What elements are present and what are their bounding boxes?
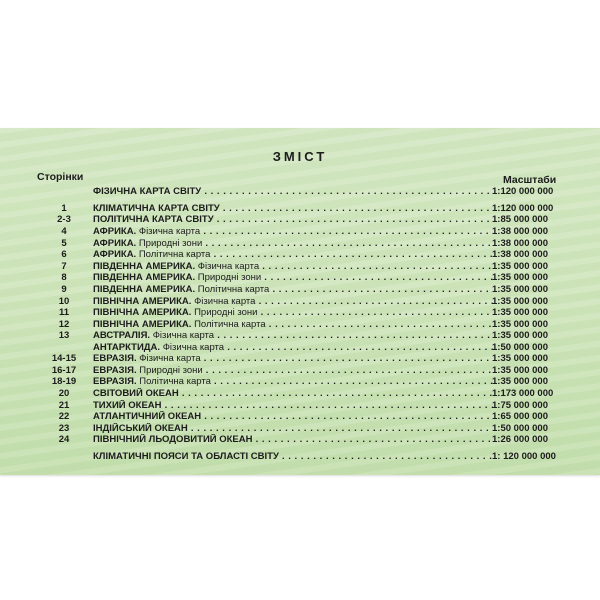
page-number: 2-3 bbox=[57, 214, 71, 225]
map-scale: 1:35 000 000 bbox=[492, 319, 548, 330]
page-number: 23 bbox=[58, 423, 70, 434]
map-subtitle: Політична карта bbox=[139, 376, 211, 387]
map-subtitle: Фізична карта bbox=[138, 226, 201, 237]
page-number: 1 bbox=[61, 203, 67, 214]
map-region: АТЛАНТИЧНИЙ ОКЕАН bbox=[93, 411, 202, 422]
map-region: ПІВДЕННА АМЕРИКА. bbox=[93, 284, 196, 295]
page-number: 8 bbox=[61, 272, 67, 283]
map-title bbox=[93, 186, 493, 197]
map-scale: 1:35 000 000 bbox=[492, 330, 548, 341]
map-title bbox=[93, 319, 493, 330]
page-number: 21 bbox=[58, 400, 70, 411]
map-title bbox=[93, 434, 493, 445]
map-region: АНТАРКТИДА. bbox=[93, 342, 161, 353]
map-scale: 1:50 000 000 bbox=[492, 423, 548, 434]
page-number: 16-17 bbox=[51, 365, 77, 376]
list-item bbox=[0, 388, 600, 399]
map-subtitle: Природні зони bbox=[138, 238, 203, 249]
map-scale: 1:38 000 000 bbox=[492, 249, 548, 260]
map-scale: 1:35 000 000 bbox=[492, 376, 548, 387]
map-subtitle: Політична карта bbox=[197, 284, 270, 295]
map-region: ІНДІЙСЬКИЙ ОКЕАН bbox=[93, 423, 188, 434]
map-region: ПІВНІЧНА АМЕРИКА. bbox=[93, 319, 192, 330]
map-title bbox=[93, 307, 493, 318]
map-subtitle: Фізична карта bbox=[152, 330, 215, 341]
list-item bbox=[0, 400, 600, 411]
contents-page bbox=[0, 128, 600, 475]
page-number: 20 bbox=[58, 388, 70, 399]
map-scale: 1:35 000 000 bbox=[492, 296, 548, 307]
map-region: ПОЛІТИЧНА КАРТА СВІТУ bbox=[93, 214, 214, 225]
map-region: АФРИКА. bbox=[93, 238, 137, 249]
map-region: КЛІМАТИЧНІ ПОЯСИ ТА ОБЛАСТІ СВІТУ bbox=[93, 451, 279, 462]
map-subtitle: Природні зони bbox=[139, 365, 203, 376]
map-region: ПІВДЕННА АМЕРИКА. bbox=[93, 261, 196, 272]
pages-column-header: Сторінки bbox=[37, 171, 84, 183]
page-number: 7 bbox=[61, 261, 67, 272]
list-item bbox=[0, 214, 600, 225]
map-region: АФРИКА. bbox=[93, 249, 137, 260]
map-region: ЕВРАЗІЯ. bbox=[93, 365, 137, 376]
list-item bbox=[0, 186, 600, 197]
map-region: ПІВДЕННА АМЕРИКА. bbox=[93, 272, 196, 283]
map-title bbox=[93, 342, 493, 353]
map-scale: 1: 120 000 000 bbox=[492, 451, 556, 462]
map-title bbox=[93, 296, 493, 307]
map-region: ЕВРАЗІЯ. bbox=[93, 376, 137, 387]
page-number: 4 bbox=[61, 226, 67, 237]
map-title bbox=[93, 376, 493, 387]
map-scale: 1:75 000 000 bbox=[492, 400, 548, 411]
list-item bbox=[0, 411, 600, 422]
map-scale: 1:38 000 000 bbox=[492, 226, 548, 237]
map-title bbox=[93, 226, 493, 237]
list-item bbox=[0, 203, 600, 214]
map-scale: 1:35 000 000 bbox=[492, 284, 548, 295]
map-scale: 1:120 000 000 bbox=[492, 186, 554, 197]
map-subtitle: Політична карта bbox=[194, 319, 266, 330]
map-scale: 1:35 000 000 bbox=[492, 307, 548, 318]
map-subtitle: Фізична карта bbox=[162, 342, 225, 353]
map-scale: 1:35 000 000 bbox=[492, 261, 548, 272]
list-item bbox=[0, 296, 600, 307]
list-item bbox=[0, 249, 600, 260]
page-number: 24 bbox=[58, 434, 70, 445]
map-region: АВСТРАЛІЯ. bbox=[93, 330, 151, 341]
list-item bbox=[0, 423, 600, 434]
list-item bbox=[0, 434, 600, 445]
map-title bbox=[93, 203, 493, 214]
list-item bbox=[0, 451, 600, 462]
map-region: АФРИКА. bbox=[93, 226, 137, 237]
map-region: ПІВНІЧНА АМЕРИКА. bbox=[93, 296, 192, 307]
page-number: 12 bbox=[58, 319, 70, 330]
list-item bbox=[0, 330, 600, 341]
map-region: ЕВРАЗІЯ. bbox=[93, 353, 137, 364]
list-item bbox=[0, 353, 600, 364]
page-number: 18-19 bbox=[51, 376, 77, 387]
map-title bbox=[93, 249, 493, 260]
map-scale: 1:26 000 000 bbox=[492, 434, 548, 445]
page-number: 10 bbox=[58, 296, 70, 307]
list-item bbox=[0, 226, 600, 237]
map-title bbox=[93, 353, 493, 364]
map-title bbox=[93, 261, 493, 272]
map-region: ФІЗИЧНА КАРТА СВІТУ bbox=[93, 186, 202, 197]
map-subtitle: Політична карта bbox=[138, 249, 211, 260]
scales-column-header: Масштаби bbox=[503, 174, 557, 186]
map-title bbox=[93, 400, 493, 411]
map-scale: 1:35 000 000 bbox=[492, 365, 548, 376]
map-subtitle: Фізична карта bbox=[197, 261, 260, 272]
page-number: 22 bbox=[58, 411, 70, 422]
map-region: ПІВНІЧНИЙ ЛЬОДОВИТИЙ ОКЕАН bbox=[93, 434, 253, 445]
list-item bbox=[0, 284, 600, 295]
list-item bbox=[0, 272, 600, 283]
map-region: ПІВНІЧНА АМЕРИКА. bbox=[93, 307, 192, 318]
page-number: 14-15 bbox=[51, 353, 77, 364]
page-number: 11 bbox=[58, 307, 70, 318]
page-number: 6 bbox=[61, 249, 67, 260]
map-title bbox=[93, 238, 493, 249]
map-title bbox=[93, 365, 493, 376]
map-scale: 1:85 000 000 bbox=[492, 214, 548, 225]
map-region: СВІТОВИЙ ОКЕАН bbox=[93, 388, 179, 399]
map-title bbox=[93, 330, 493, 341]
map-scale: 1:120 000 000 bbox=[492, 203, 554, 214]
map-subtitle: Природні зони bbox=[194, 307, 258, 318]
page-number: 13 bbox=[58, 330, 70, 341]
map-scale: 1:50 000 000 bbox=[492, 342, 548, 353]
map-title bbox=[93, 272, 493, 283]
map-region: ТИХИЙ ОКЕАН bbox=[93, 400, 162, 411]
list-item bbox=[0, 307, 600, 318]
list-item bbox=[0, 365, 600, 376]
page-number: 9 bbox=[61, 284, 67, 295]
page-number: 5 bbox=[61, 238, 67, 249]
list-item bbox=[0, 376, 600, 387]
map-subtitle: Фізична карта bbox=[139, 353, 201, 364]
map-subtitle: Фізична карта bbox=[194, 296, 256, 307]
map-scale: 1:35 000 000 bbox=[492, 272, 548, 283]
map-title bbox=[93, 451, 493, 462]
map-scale: 1:65 000 000 bbox=[492, 411, 548, 422]
map-title bbox=[93, 411, 493, 422]
list-item bbox=[0, 342, 600, 353]
map-title bbox=[93, 423, 493, 434]
page-title: ЗМІСТ bbox=[272, 149, 328, 164]
map-scale: 1:38 000 000 bbox=[492, 238, 548, 249]
map-title bbox=[93, 388, 493, 399]
map-title bbox=[93, 214, 493, 225]
list-item bbox=[0, 319, 600, 330]
map-subtitle: Природні зони bbox=[197, 272, 262, 283]
map-scale: 1:173 000 000 bbox=[492, 388, 554, 399]
list-item bbox=[0, 261, 600, 272]
map-scale: 1:35 000 000 bbox=[492, 353, 548, 364]
map-region: КЛІМАТИЧНА КАРТА СВІТУ bbox=[93, 203, 220, 214]
list-item bbox=[0, 238, 600, 249]
map-title bbox=[93, 284, 493, 295]
